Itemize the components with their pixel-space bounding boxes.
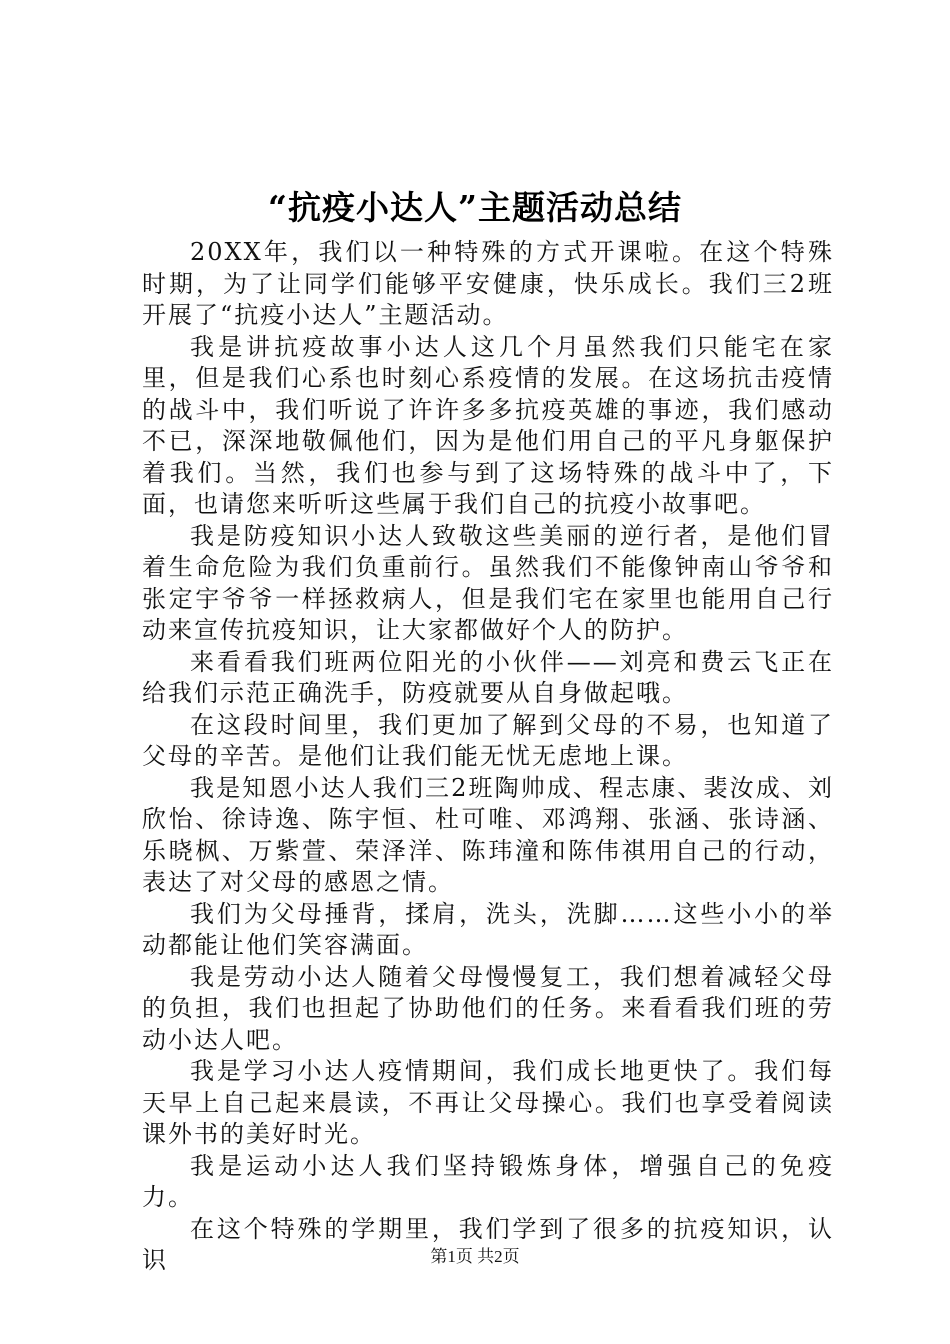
- paragraph-intro: 20XX年，我们以一种特殊的方式开课啦。在这个特殊时期，为了让同学们能够平安健康，快乐成长。我们三2班开展了“抗疫小达人”主题活动。: [142, 238, 834, 329]
- page-number-footer: 第1页 共2页: [430, 1247, 520, 1266]
- paragraph-labor: 我是劳动小达人随着父母慢慢复工，我们想着减轻父母的负担，我们也担起了协助他们的任务。来看看我们班的劳动小达人吧。: [142, 962, 834, 1054]
- paragraph-handwashing: 来看看我们班两位阳光的小伙伴——刘亮和费云飞正在给我们示范正确洗手，防疫就要从自身做起哦。: [142, 647, 834, 707]
- paragraph-actions: 我们为父母捶背，揉肩，洗头，洗脚……这些小小的举动都能让他们笑容满面。: [142, 899, 834, 959]
- document-body: [142, 237, 834, 1277]
- paragraph-conclusion: 在这个特殊的学期里，我们学到了很多的抗疫知识，认识: [142, 1214, 834, 1274]
- document-title: “抗疫小达人”主题活动总结: [268, 188, 682, 227]
- paragraph-story: 我是讲抗疫故事小达人这几个月虽然我们只能宅在家里，但是我们心系也时刻心系疫情的发展。在这场抗击疫情的战斗中，我们听说了许许多多抗疫英雄的事迹，我们感动不已，深深地敬佩他们，因为是他们用自己的平凡身躯保护着我们。当然，我们也参与到了这场特殊的战斗中了，下面，也请您来听听这些属于我们自己的抗疫小故事吧。: [142, 332, 834, 518]
- paragraph-parents: 在这段时间里，我们更加了解到父母的不易，也知道了父母的辛苦。是他们让我们能无忧无虑地上课。: [142, 710, 834, 770]
- paragraph-knowledge: 我是防疫知识小达人致敬这些美丽的逆行者，是他们冒着生命危险为我们负重前行。虽然我们不能像钟南山爷爷和张定宇爷爷一样拯救病人，但是我们宅在家里也能用自己行动来宣传抗疫知识，让大家都做好个人的防护。: [142, 521, 834, 644]
- paragraph-gratitude: 我是知恩小达人我们三2班陶帅成、程志康、裴汝成、刘欣怡、徐诗逸、陈宇恒、杜可唯、邓鸿翔、张涵、张诗涵、乐晓枫、万紫萱、荣泽洋、陈玮潼和陈伟祺用自己的行动，表达了对父母的感恩之情。: [142, 773, 834, 896]
- paragraph-sport: 我是运动小达人我们坚持锻炼身体，增强自己的免疫力。: [142, 1151, 834, 1211]
- paragraph-study: 我是学习小达人疫情期间，我们成长地更快了。我们每天早上自己起来晨读，不再让父母操心。我们也享受着阅读课外书的美好时光。: [142, 1057, 834, 1148]
